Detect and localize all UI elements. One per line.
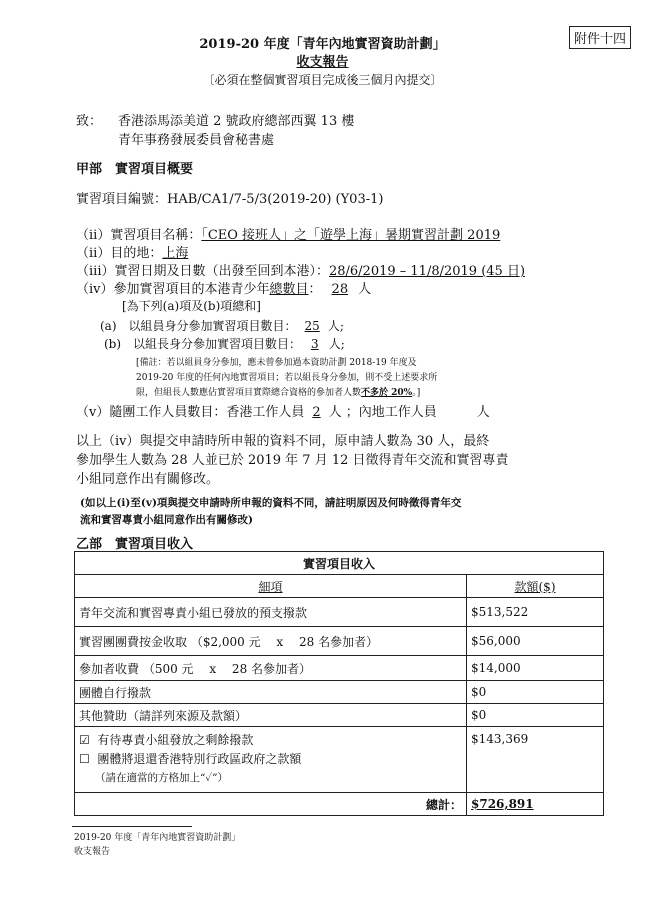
- staff-row: [76, 401, 490, 420]
- staff-hk-value: 2: [312, 405, 321, 420]
- row-amount: $56,000: [467, 627, 604, 656]
- unchecked-box-icon[interactable]: ☐: [79, 752, 90, 766]
- row-amount: $14,000: [467, 656, 604, 681]
- members-unit: 人;: [327, 319, 344, 333]
- participants-total-value: 28: [331, 282, 349, 297]
- row-item: 其他贊助（請詳列來源及款額）: [75, 704, 467, 727]
- check-note: （請在適當的方格加上“✓”）: [95, 772, 229, 784]
- row-amount: $0: [467, 704, 604, 727]
- footer-divider: [72, 826, 192, 827]
- report-title: 2019-20 年度「青年內地實習資助計劃」: [199, 37, 446, 52]
- participants-row: [76, 278, 371, 297]
- footer-line1: 2019-20 年度「青年內地實習資助計劃」: [74, 833, 241, 843]
- row-amount: $0: [467, 681, 604, 704]
- remark-line3-text: 限，但組長人數應佔實習項目實際總合資格的參加者人數: [136, 388, 362, 398]
- remark-line3-end: 。]: [412, 388, 421, 398]
- staff-mid: 人 ；內地工作人員: [328, 405, 437, 420]
- remark-line3: [136, 385, 420, 398]
- participants-colon: ：: [308, 282, 322, 297]
- dates-row: [76, 260, 525, 279]
- row-item: 團體自行撥款: [75, 681, 467, 704]
- col-item-header: 細項: [75, 575, 467, 598]
- income-table: [74, 551, 604, 816]
- table-title-row: [75, 552, 604, 575]
- table-row: [75, 656, 604, 681]
- dates-value: 28/6/2019 – 11/8/2019 (45 日): [328, 264, 526, 279]
- table-row: [75, 598, 604, 627]
- leaders-value: 3: [311, 337, 319, 351]
- leaders-row: [104, 335, 345, 352]
- staff-unit: 人: [476, 405, 490, 420]
- total-amount: $726,891: [467, 793, 604, 816]
- participants-label: （iv）參加實習項目的本港青少年: [76, 282, 270, 297]
- check-amount: $143,369: [467, 727, 604, 793]
- remark-line1: [備註：若以組員身分參加，應未曾參加過本資助計劃 2018-19 年度及: [136, 358, 417, 368]
- table-row-checkbox: [75, 727, 604, 793]
- destination-value: 上海: [162, 246, 189, 261]
- leaders-label: (b) 以組長身分參加實習項目數目：: [104, 337, 302, 351]
- members-label: (a) 以組員身分參加實習項目數目：: [100, 319, 297, 333]
- destination-label: （ii）目的地：: [76, 246, 163, 261]
- project-name-row: [76, 224, 500, 243]
- destination-row: [76, 242, 188, 261]
- total-row: [75, 793, 604, 816]
- instruction-line2: 流和實習專責小組同意作出有關修改): [80, 514, 253, 526]
- part-a-heading: 甲部 實習項目概要: [76, 162, 194, 177]
- remark-line3-limit: 不多於 20%: [361, 388, 413, 398]
- change-line2: 參加學生人數為 28 人並已於 2019 年 7 月 12 日徵得青年交流和實習專責: [76, 453, 509, 468]
- row-item: 實習團團費按金收取 （$2,000 元 x 28 名參加者）: [75, 627, 467, 656]
- table-row: [75, 704, 604, 727]
- project-number: 實習項目編號：HAB/CA1/7-5/3(2019-20) (Y03-1): [76, 192, 384, 207]
- check-option-refund-label: 團體將退還香港特別行政區政府之款額: [97, 752, 302, 766]
- change-line1: 以上（iv）與提交申請時所申報的資料不同，原申請人數為 30 人，最終: [76, 434, 490, 449]
- report-subtitle: 收支報告: [296, 55, 349, 70]
- checkbox-cell: [75, 727, 467, 793]
- participants-total-label: 總數目: [269, 282, 309, 297]
- annex-label: 附件十四: [569, 26, 631, 49]
- remark-line2: 2019-20 年度的任何內地實習項目；若以組長身分參加，則不受上述要求所: [136, 373, 438, 383]
- project-name-value: 「CEO 接班人」之「遊學上海」暑期實習計劃 2019: [201, 228, 501, 243]
- row-item: 青年交流和實習專責小組已發放的預支撥款: [75, 598, 467, 627]
- check-option-remaining-label: 有待專責小組發放之剩餘撥款: [97, 733, 254, 747]
- check-option-remaining[interactable]: [79, 731, 462, 750]
- table-header-row: [75, 575, 604, 598]
- check-option-refund[interactable]: [79, 750, 462, 769]
- table-row: [75, 681, 604, 704]
- row-amount: $513,522: [467, 598, 604, 627]
- change-line3: 小組同意作出有關修改。: [76, 472, 220, 487]
- row-item: 參加者收費 （500 元 x 28 名參加者）: [75, 656, 467, 681]
- leaders-unit: 人;: [328, 337, 345, 351]
- part-b-heading: 乙部 實習項目收入: [76, 537, 194, 552]
- col-amount-header: 款額($): [467, 575, 604, 598]
- submission-note: 〔必須在整個實習項目完成後三個月內提交〕: [202, 73, 443, 87]
- table-title: 實習項目收入: [75, 552, 604, 575]
- project-name-label: （ii）實習項目名稱：: [76, 228, 202, 243]
- members-row: [100, 317, 344, 334]
- checked-box-icon[interactable]: ☑: [79, 733, 90, 747]
- table-row: [75, 627, 604, 656]
- sum-note: [為下列(a)項及(b)項總和]: [122, 299, 261, 313]
- to-label: 致：: [76, 114, 103, 129]
- address-line1: 香港添馬添美道 2 號政府總部西翼 13 樓: [118, 114, 355, 129]
- participants-unit: 人: [358, 282, 372, 297]
- address-line2: 青年事務發展委員會秘書處: [118, 133, 275, 148]
- staff-label: （v）隨團工作人員數目：香港工作人員: [76, 405, 305, 420]
- total-label: 總計：: [75, 793, 467, 816]
- instruction-line1: (如以上(i)至(v)項與提交申請時所申報的資料不同，請註明原因及何時徵得青年交: [80, 497, 462, 509]
- footer-line2: 收支報告: [74, 847, 111, 857]
- dates-label: （iii）實習日期及日數（出發至回到本港）：: [76, 264, 329, 279]
- members-value: 25: [304, 319, 320, 333]
